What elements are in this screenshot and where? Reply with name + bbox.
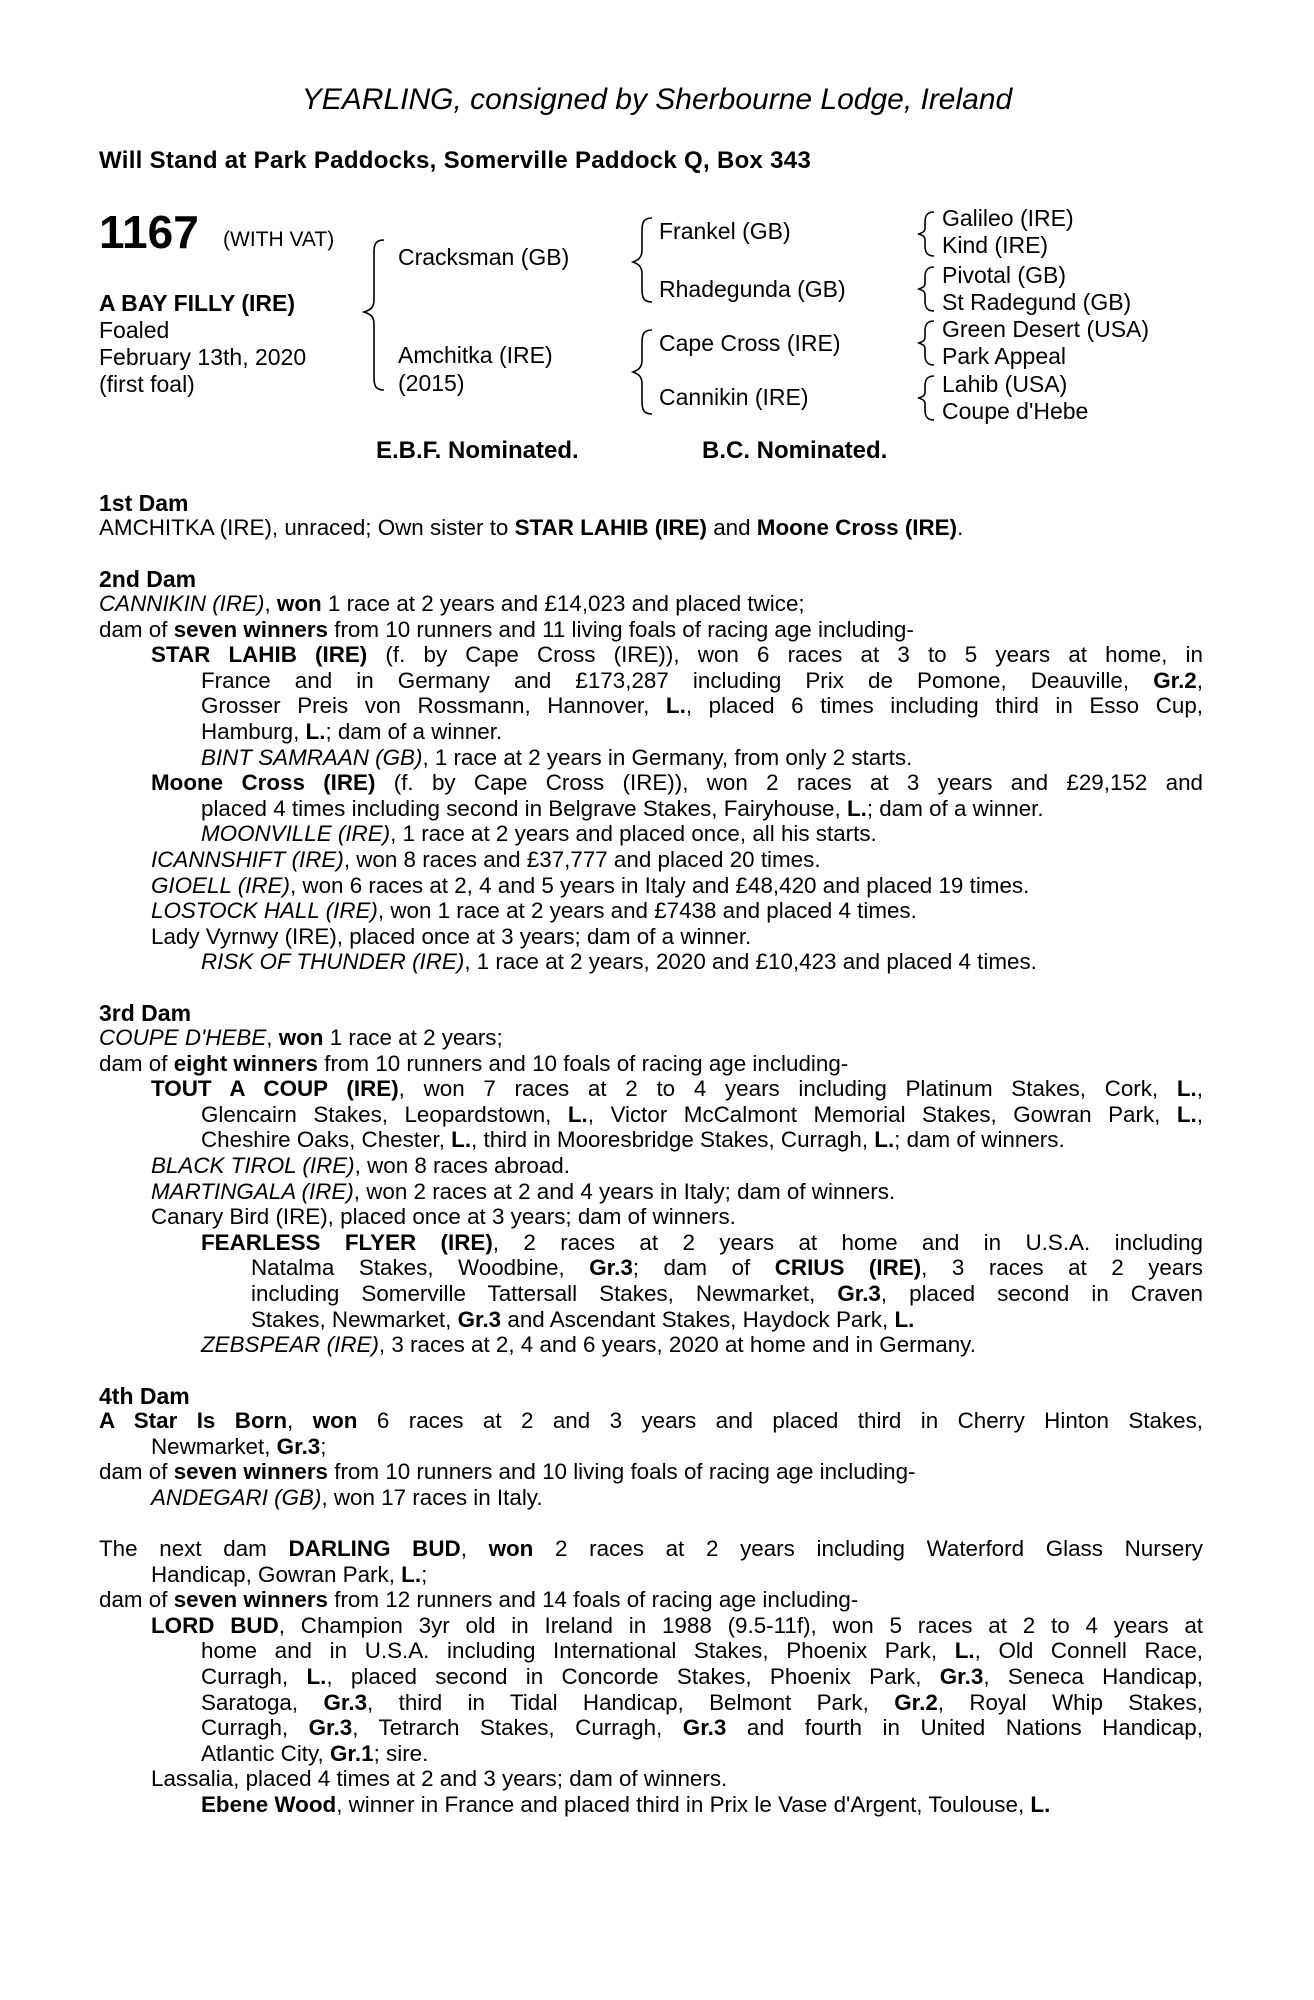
dam-year: (2015) bbox=[398, 370, 465, 396]
fourth-dam-line: ANDEGARI (GB), won 17 races in Italy. bbox=[151, 1484, 543, 1510]
lot-number: 1167 bbox=[99, 206, 199, 258]
fourth-dam-body bbox=[99, 1408, 1203, 1510]
vat-note: (WITH VAT) bbox=[223, 228, 335, 251]
second-dam-heading: 2nd Dam bbox=[99, 566, 197, 592]
second-dam-line: Hamburg, L.; dam of a winner. bbox=[201, 718, 503, 744]
third-dam-heading: 3rd Dam bbox=[99, 1000, 192, 1026]
g3-4: St Radegund (GB) bbox=[942, 289, 1132, 315]
next-dam-line: home and in U.S.A. including International Stakes, Phoenix Park, L., Old Connell Race, bbox=[201, 1638, 1203, 1664]
third-dam-line: dam of eight winners from 10 runners and 10 foals of racing age including- bbox=[99, 1050, 849, 1076]
sire-dam: Rhadegunda (GB) bbox=[659, 276, 846, 302]
lot-name: A BAY FILLY (IRE) bbox=[99, 290, 295, 316]
first-dam-body bbox=[99, 515, 1203, 541]
second-dam-line: Lady Vyrnwy (IRE), placed once at 3 years; dam of a winner. bbox=[151, 923, 752, 949]
second-dam-line: Moone Cross (IRE) (f. by Cape Cross (IRE)), won 2 races at 3 years and £29,152 and bbox=[151, 770, 1203, 796]
next-dam-line: Lassalia, placed 4 times at 2 and 3 years; dam of winners. bbox=[151, 1766, 728, 1792]
second-dam-line: GIOELL (IRE), won 6 races at 2, 4 and 5 years in Italy and £48,420 and placed 19 times. bbox=[151, 872, 1030, 898]
next-dam-line: Curragh, L., placed second in Concorde Stakes, Phoenix Park, Gr.3, Seneca Handicap, bbox=[201, 1663, 1203, 1689]
next-dam-line: Ebene Wood, winner in France and placed third in Prix le Vase d'Argent, Toulouse, L. bbox=[201, 1791, 1051, 1817]
second-dam-body bbox=[99, 591, 1203, 975]
foaled-date: February 13th, 2020 bbox=[99, 344, 307, 370]
next-dam-line: The next dam DARLING BUD, won 2 races at 2 years including Waterford Glass Nursery bbox=[99, 1536, 1203, 1561]
second-dam-line: STAR LAHIB (IRE) (f. by Cape Cross (IRE)), won 6 races at 3 to 5 years at home, in bbox=[151, 642, 1203, 668]
next-dam-line: Curragh, Gr.3, Tetrarch Stakes, Curragh, Gr.3 and fourth in United Nations Handicap, bbox=[201, 1715, 1203, 1741]
first-dam-heading: 1st Dam bbox=[99, 490, 189, 516]
g3-5: Green Desert (USA) bbox=[942, 316, 1150, 342]
first-dam-line: AMCHITKA (IRE), unraced; Own sister to STAR LAHIB (IRE) and Moone Cross (IRE). bbox=[99, 515, 964, 540]
second-dam-line: placed 4 times including second in Belgrave Stakes, Fairyhouse, L.; dam of a winner. bbox=[201, 795, 1044, 821]
second-dam-line: MOONVILLE (IRE), 1 race at 2 years and placed once, all his starts. bbox=[201, 821, 877, 847]
third-dam-body bbox=[99, 1025, 1203, 1358]
g3-2: Kind (IRE) bbox=[942, 232, 1049, 258]
third-dam-line: ZEBSPEAR (IRE), 3 races at 2, 4 and 6 years, 2020 at home and in Germany. bbox=[201, 1332, 976, 1358]
next-dam-line: Atlantic City, Gr.1; sire. bbox=[201, 1740, 429, 1766]
third-dam-line: Canary Bird (IRE), placed once at 3 years; dam of winners. bbox=[151, 1204, 736, 1230]
sire: Cracksman (GB) bbox=[398, 244, 570, 270]
foaled-label: Foaled bbox=[99, 317, 170, 343]
second-dam-line: ICANNSHIFT (IRE), won 8 races and £37,777 and placed 20 times. bbox=[151, 846, 821, 872]
third-dam-line: Stakes, Newmarket, Gr.3 and Ascendant Stakes, Haydock Park, L. bbox=[251, 1306, 915, 1332]
bc-nomination: B.C. Nominated. bbox=[702, 437, 888, 464]
ebf-nomination: E.B.F. Nominated. bbox=[376, 437, 579, 464]
dam-sire: Cape Cross (IRE) bbox=[659, 330, 841, 356]
third-dam-line: MARTINGALA (IRE), won 2 races at 2 and 4 years in Italy; dam of winners. bbox=[151, 1178, 896, 1204]
second-dam-line: Grosser Preis von Rossmann, Hannover, L., placed 6 times including third in Esso Cup, bbox=[201, 693, 1203, 719]
third-dam-line: TOUT A COUP (IRE), won 7 races at 2 to 4 years including Platinum Stakes, Cork, L., bbox=[151, 1076, 1203, 1102]
second-dam-line: France and in Germany and £173,287 including Prix de Pomone, Deauville, Gr.2, bbox=[201, 667, 1203, 693]
third-dam-line: Natalma Stakes, Woodbine, Gr.3; dam of CRIUS (IRE), 3 races at 2 years bbox=[251, 1255, 1203, 1281]
dam: Amchitka (IRE) bbox=[398, 342, 553, 368]
stand-location: Will Stand at Park Paddocks, Somerville Paddock Q, Box 343 bbox=[99, 147, 812, 174]
page-title: YEARLING, consigned by Sherbourne Lodge, Ireland bbox=[301, 83, 1013, 116]
third-dam-line: Glencairn Stakes, Leopardstown, L., Victor McCalmont Memorial Stakes, Gowran Park, L., bbox=[201, 1101, 1203, 1127]
next-dam-line: Handicap, Gowran Park, L.; bbox=[151, 1561, 428, 1587]
g3-7: Lahib (USA) bbox=[942, 371, 1068, 397]
third-dam-line: BLACK TIROL (IRE), won 8 races abroad. bbox=[151, 1152, 570, 1178]
fourth-dam-line: A Star Is Born, won 6 races at 2 and 3 years and placed third in Cherry Hinton Stakes, bbox=[99, 1408, 1203, 1433]
g3-1: Galileo (IRE) bbox=[942, 205, 1074, 231]
fourth-dam-heading: 4th Dam bbox=[99, 1383, 190, 1409]
g3-6: Park Appeal bbox=[942, 343, 1067, 369]
g3-8: Coupe d'Hebe bbox=[942, 398, 1089, 424]
next-dam-body bbox=[99, 1536, 1203, 1818]
foal-note: (first foal) bbox=[99, 371, 195, 397]
third-dam-line: Cheshire Oaks, Chester, L., third in Mooresbridge Stakes, Curragh, L.; dam of winners. bbox=[201, 1127, 1065, 1153]
second-dam-line: LOSTOCK HALL (IRE), won 1 race at 2 years and £7438 and placed 4 times. bbox=[151, 898, 917, 924]
second-dam-line: BINT SAMRAAN (GB), 1 race at 2 years in Germany, from only 2 starts. bbox=[201, 744, 913, 770]
third-dam-line: COUPE D'HEBE, won 1 race at 2 years; bbox=[99, 1025, 503, 1050]
next-dam-line: dam of seven winners from 12 runners and 14 foals of racing age including- bbox=[99, 1587, 859, 1613]
third-dam-line: FEARLESS FLYER (IRE), 2 races at 2 years at home and in U.S.A. including bbox=[201, 1229, 1203, 1255]
next-dam-line: Saratoga, Gr.3, third in Tidal Handicap, Belmont Park, Gr.2, Royal Whip Stakes, bbox=[201, 1689, 1203, 1715]
next-dam-line: LORD BUD, Champion 3yr old in Ireland in 1988 (9.5-11f), won 5 races at 2 to 4 years at bbox=[151, 1612, 1203, 1638]
pedigree-braces bbox=[0, 0, 1314, 460]
third-dam-line: including Somerville Tattersall Stakes, Newmarket, Gr.3, placed second in Craven bbox=[251, 1280, 1203, 1306]
second-dam-line: dam of seven winners from 10 runners and 11 living foals of racing age including- bbox=[99, 616, 914, 642]
second-dam-line: CANNIKIN (IRE), won 1 race at 2 years and £14,023 and placed twice; bbox=[99, 591, 805, 616]
g3-3: Pivotal (GB) bbox=[942, 262, 1066, 288]
fourth-dam-line: dam of seven winners from 10 runners and 10 living foals of racing age including- bbox=[99, 1459, 916, 1485]
fourth-dam-line: Newmarket, Gr.3; bbox=[151, 1433, 327, 1459]
dam-dam: Cannikin (IRE) bbox=[659, 384, 809, 410]
second-dam-line: RISK OF THUNDER (IRE), 1 race at 2 years, 2020 and £10,423 and placed 4 times. bbox=[201, 949, 1037, 975]
sire-sire: Frankel (GB) bbox=[659, 218, 791, 244]
